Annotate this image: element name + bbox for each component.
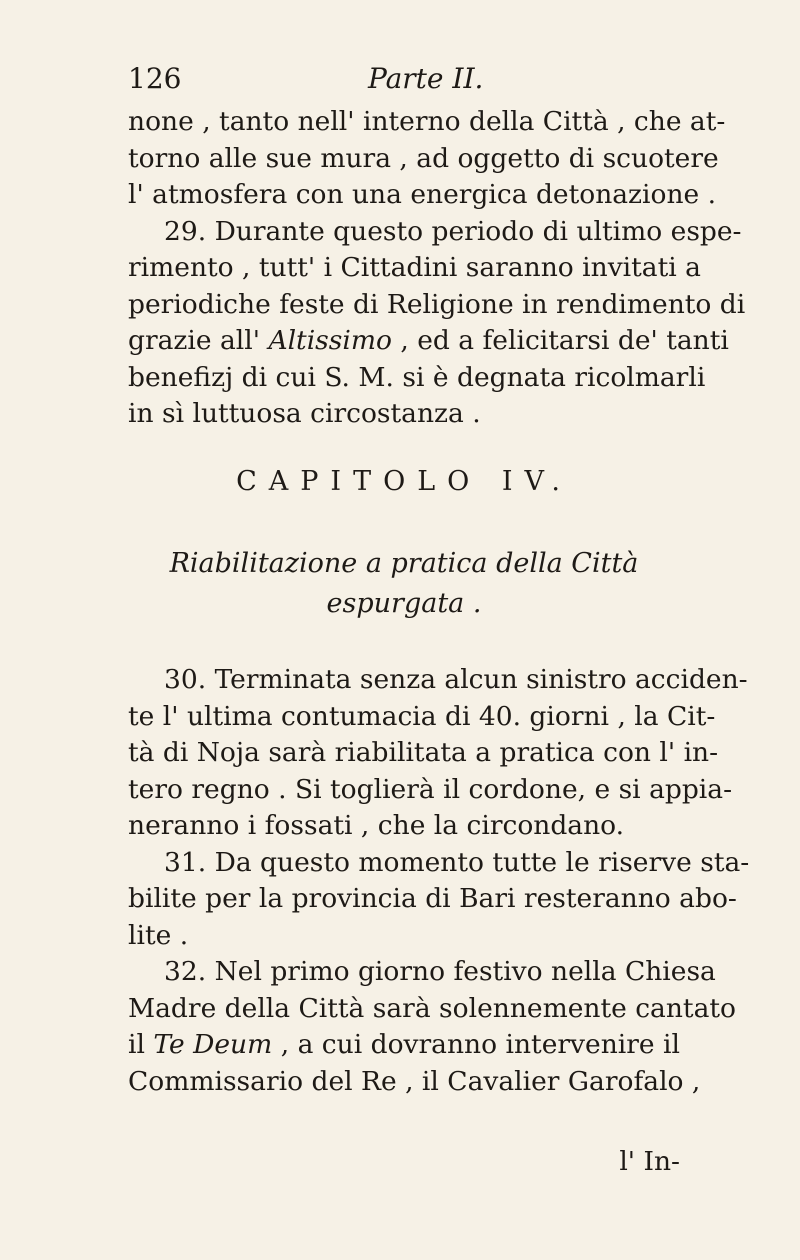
paragraph-30-line: tà di Noja sarà riabilitata a pratica con l' in- [128, 737, 719, 768]
paragraph-32-line: 32. Nel primo giorno festivo nella Chiesa [164, 956, 716, 987]
paragraph-29-line: benefizj di cui S. M. si è degnata ricolmarli [128, 361, 706, 393]
text-run: , a cui dovranno intervenire il [272, 1029, 680, 1060]
paragraph-31-line: bilite per la provincia di Bari resteranno abo- [128, 883, 737, 914]
paragraph-30-line: te l' ultima contumacia di 40. giorni , la Cit- [128, 700, 716, 732]
running-head: Parte II. [368, 62, 484, 95]
text-line: none , tanto nell' interno della Città , che at- [128, 106, 726, 137]
catchword: l' In- [619, 1146, 680, 1177]
page-number: 126 [128, 62, 182, 95]
text-line: torno alle sue mura , ad oggetto di scuotere [128, 142, 719, 174]
italic-word: Altissimo [268, 325, 392, 356]
text-line: l' atmosfera con una energica detonazione . [128, 179, 717, 210]
text-run: il [128, 1029, 154, 1060]
text-block-lower [128, 662, 750, 1100]
text-run: grazie all' [128, 325, 269, 356]
paragraph-30-line: 30. Terminata senza alcun sinistro acciden- [164, 664, 748, 695]
paragraph-32-line: Madre della Città sarà solennemente cantato [128, 992, 736, 1024]
paragraph-29-line: in sì luttuosa circostanza . [128, 398, 481, 429]
paragraph-29-line: periodiche feste di Religione in rendimento di [128, 288, 746, 320]
paragraph-29-line: 29. Durante questo periodo di ultimo espe- [164, 215, 742, 247]
paragraph-29-line: rimento , tutt' i Cittadini saranno invitati a [128, 252, 701, 283]
paragraph-32-line: Commissario del Re , il Cavalier Garofalo , [128, 1065, 701, 1097]
text-run: , ed a felicitarsi de' tanti [391, 325, 729, 356]
chapter-subtitle [128, 544, 680, 624]
paragraph-31-line: lite . [128, 919, 189, 951]
paragraph-32-line [128, 1027, 680, 1064]
paragraph-30-line: tero regno . Si toglierà il cordone, e si appia- [128, 773, 733, 805]
chapter-subtitle-line: espurgata . [326, 588, 482, 619]
page-header [128, 62, 688, 102]
chapter-heading: CAPITOLO IV. [236, 466, 572, 497]
italic-word: Te Deum [153, 1029, 273, 1060]
text-block-upper [128, 104, 746, 433]
paragraph-30-line: neranno i fossati , che la circondano. [128, 810, 625, 841]
chapter-subtitle-line: Riabilitazione a pratica della Città [169, 548, 639, 579]
paragraph-29-line [128, 323, 729, 360]
paragraph-31-line: 31. Da questo momento tutte le riserve sta- [164, 846, 750, 878]
